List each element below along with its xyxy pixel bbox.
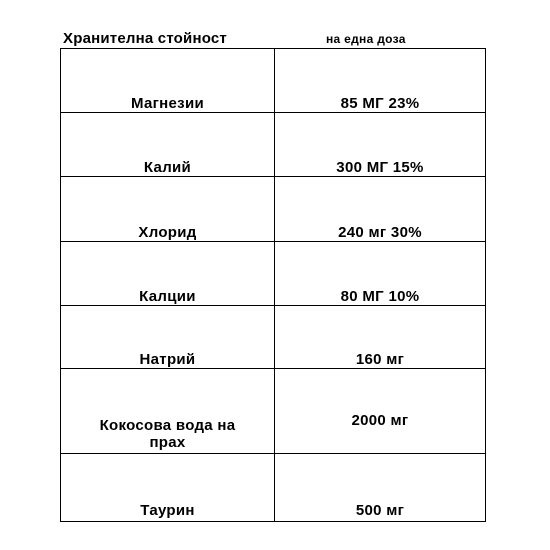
per-dose-heading: на една доза <box>326 32 406 46</box>
nutrient-name: Калции <box>139 288 196 305</box>
nutrient-name: Кокосова вода на прах <box>99 417 236 451</box>
table-row <box>61 113 486 177</box>
table-row <box>61 242 486 306</box>
nutrient-value: 160 мг <box>355 351 405 368</box>
nutrient-value-cell <box>275 113 486 177</box>
nutrient-name-cell <box>61 49 275 113</box>
nutrient-value: 2000 мг <box>351 412 409 429</box>
table-row <box>61 306 486 369</box>
nutrient-name: Таурин <box>140 502 195 519</box>
nutrient-name-cell <box>61 306 275 369</box>
nutrient-name: Хлорид <box>138 224 197 241</box>
nutrition-table <box>60 48 486 522</box>
nutrient-value: 500 мг <box>355 502 405 519</box>
table-row <box>61 369 486 454</box>
nutrition-value-heading: Хранителна стойност <box>63 30 227 47</box>
nutrient-value: 80 МГ 10% <box>340 288 420 305</box>
nutrient-value-cell <box>275 369 486 454</box>
nutrient-value-cell <box>275 242 486 306</box>
nutrient-name-cell <box>61 177 275 242</box>
nutrient-name-cell <box>61 454 275 522</box>
nutrient-name: Магнезии <box>131 95 204 112</box>
nutrient-name: Натрий <box>139 351 196 368</box>
nutrient-name-cell <box>61 369 275 454</box>
nutrient-name-cell <box>61 242 275 306</box>
nutrient-value: 240 мг 30% <box>338 224 422 241</box>
nutrient-value-cell <box>275 454 486 522</box>
nutrient-value: 85 МГ 23% <box>340 95 420 112</box>
nutrient-value-cell <box>275 306 486 369</box>
table-row <box>61 454 486 522</box>
nutrient-value-cell <box>275 49 486 113</box>
nutrient-value: 300 МГ 15% <box>336 159 424 176</box>
nutrient-value-cell <box>275 177 486 242</box>
nutrient-name: Калий <box>143 159 192 176</box>
table-row <box>61 49 486 113</box>
table-header <box>0 30 550 50</box>
nutrient-name-cell <box>61 113 275 177</box>
table-row <box>61 177 486 242</box>
